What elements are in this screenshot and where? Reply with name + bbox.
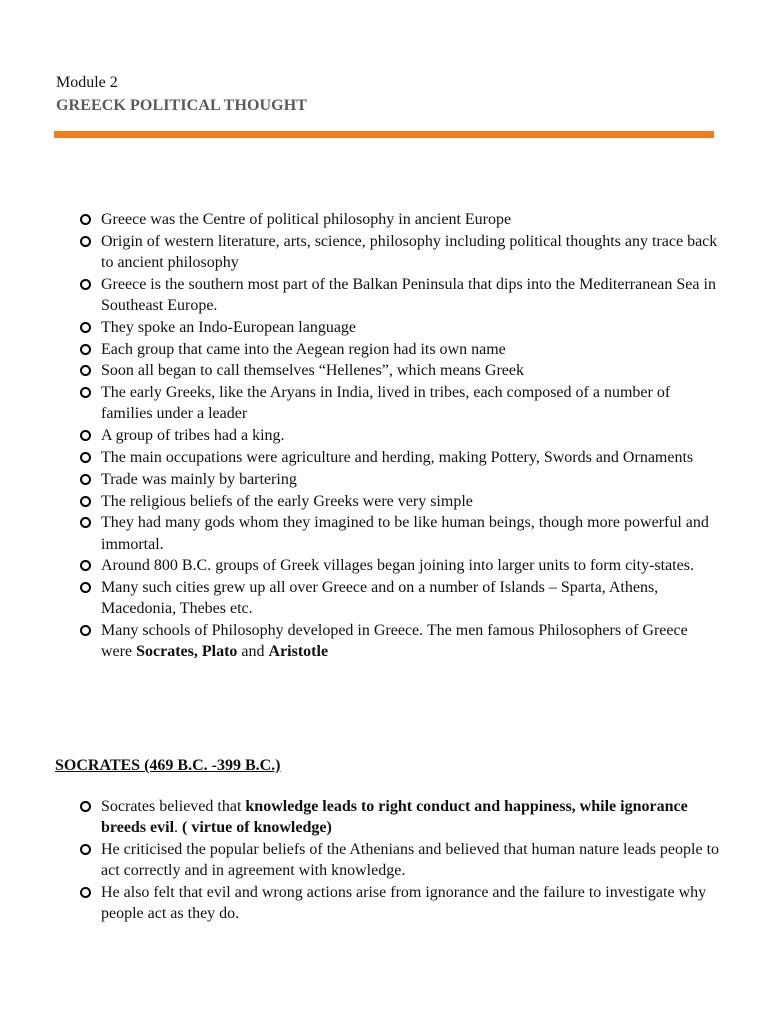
list-item bbox=[80, 491, 720, 512]
circle-bullet-icon bbox=[80, 887, 91, 898]
list-item-text: . bbox=[174, 819, 183, 837]
list-item bbox=[80, 555, 720, 576]
emphasis-text: knowledge leads to right conduct and happiness, while ignorance breeds evil bbox=[101, 798, 688, 837]
module-label: Module 2 bbox=[56, 74, 118, 91]
list-item bbox=[80, 382, 720, 424]
list-item bbox=[80, 339, 720, 360]
list-item bbox=[80, 274, 720, 316]
list-item bbox=[80, 231, 720, 273]
list-item bbox=[80, 796, 720, 838]
list-item-text: Greece was the Centre of political philosophy in ancient Europe bbox=[101, 211, 512, 228]
circle-bullet-icon bbox=[80, 430, 91, 441]
circle-bullet-icon bbox=[80, 322, 91, 333]
circle-bullet-icon bbox=[80, 474, 91, 485]
list-item-text: The main occupations were agriculture and herding, making Pottery, Swords and Ornaments bbox=[101, 448, 694, 466]
list-item-text: The religious beliefs of the early Greeks were very simple bbox=[101, 492, 473, 510]
conjunction-text: and bbox=[237, 643, 269, 661]
list-item-text: He criticised the popular beliefs of the Athenians and believed that human nature leads people to act correctly and in agreement with knowledge. bbox=[101, 841, 720, 880]
circle-bullet-icon bbox=[80, 279, 91, 290]
circle-bullet-icon bbox=[80, 582, 91, 593]
list-item bbox=[80, 317, 720, 338]
list-item bbox=[80, 425, 720, 446]
list-item-text: Around 800 B.C. groups of Greek villages began joining into larger units to form city-states. bbox=[101, 557, 694, 575]
list-item-text: Many such cities grew up all over Greece and on a number of Islands – Sparta, Athens, Macedonia, Thebes etc. bbox=[101, 579, 659, 618]
circle-bullet-icon bbox=[80, 365, 91, 376]
circle-bullet-icon bbox=[80, 344, 91, 355]
circle-bullet-icon bbox=[80, 452, 91, 463]
socrates-heading: SOCRATES (469 B.C. -399 B.C.) bbox=[55, 757, 281, 774]
philosopher-names: Socrates, Plato bbox=[136, 643, 238, 661]
list-item bbox=[80, 209, 720, 230]
list-item-text: The early Greeks, like the Aryans in India, lived in tribes, each composed of a number of families under a leader bbox=[101, 384, 671, 423]
list-item bbox=[80, 882, 720, 924]
list-item bbox=[80, 360, 720, 381]
header-divider bbox=[54, 131, 714, 138]
circle-bullet-icon bbox=[80, 560, 91, 571]
greece-bullet-list bbox=[80, 209, 720, 663]
circle-bullet-icon bbox=[80, 214, 91, 225]
circle-bullet-icon bbox=[80, 236, 91, 247]
circle-bullet-icon bbox=[80, 496, 91, 507]
circle-bullet-icon bbox=[80, 801, 91, 812]
list-item bbox=[80, 447, 720, 468]
socrates-bullet-list bbox=[80, 796, 720, 925]
list-item-text: Soon all began to call themselves “Hellenes”, which means Greek bbox=[101, 362, 524, 380]
list-item-text: Origin of western literature, arts, science, philosophy including political thoughts any trace back to ancient philosophy bbox=[101, 232, 718, 271]
circle-bullet-icon bbox=[80, 387, 91, 398]
list-item-text: A group of tribes had a king. bbox=[101, 427, 285, 445]
list-item-text: He also felt that evil and wrong actions arise from ignorance and the failure to investigate why people act as they do. bbox=[101, 884, 707, 923]
module-title: GREECK POLITICAL THOUGHT bbox=[56, 97, 308, 114]
list-item-philosophers bbox=[80, 620, 720, 662]
list-item bbox=[80, 469, 720, 490]
list-item-text: Socrates believed that bbox=[101, 798, 246, 815]
list-item-text: Many schools of Philosophy developed in Greece. The men famous Philosophers of Greece were bbox=[101, 622, 688, 661]
circle-bullet-icon bbox=[80, 517, 91, 528]
list-item bbox=[80, 577, 720, 619]
emphasis-text: ( virtue of knowledge) bbox=[182, 819, 332, 837]
list-item-text: They spoke an Indo-European language bbox=[101, 318, 357, 336]
list-item-text: They had many gods whom they imagined to be like human beings, though more powerful and immortal. bbox=[101, 514, 709, 553]
list-item-text: Greece is the southern most part of the Balkan Peninsula that dips into the Mediterranean Sea in Southeast Europe. bbox=[101, 275, 716, 314]
list-item bbox=[80, 512, 720, 554]
philosopher-name-aristotle: Aristotle bbox=[268, 643, 329, 661]
circle-bullet-icon bbox=[80, 844, 91, 855]
circle-bullet-icon bbox=[80, 625, 91, 636]
list-item-text: Each group that came into the Aegean region had its own name bbox=[101, 340, 506, 358]
list-item-text: Trade was mainly by bartering bbox=[101, 470, 297, 488]
list-item bbox=[80, 839, 720, 881]
